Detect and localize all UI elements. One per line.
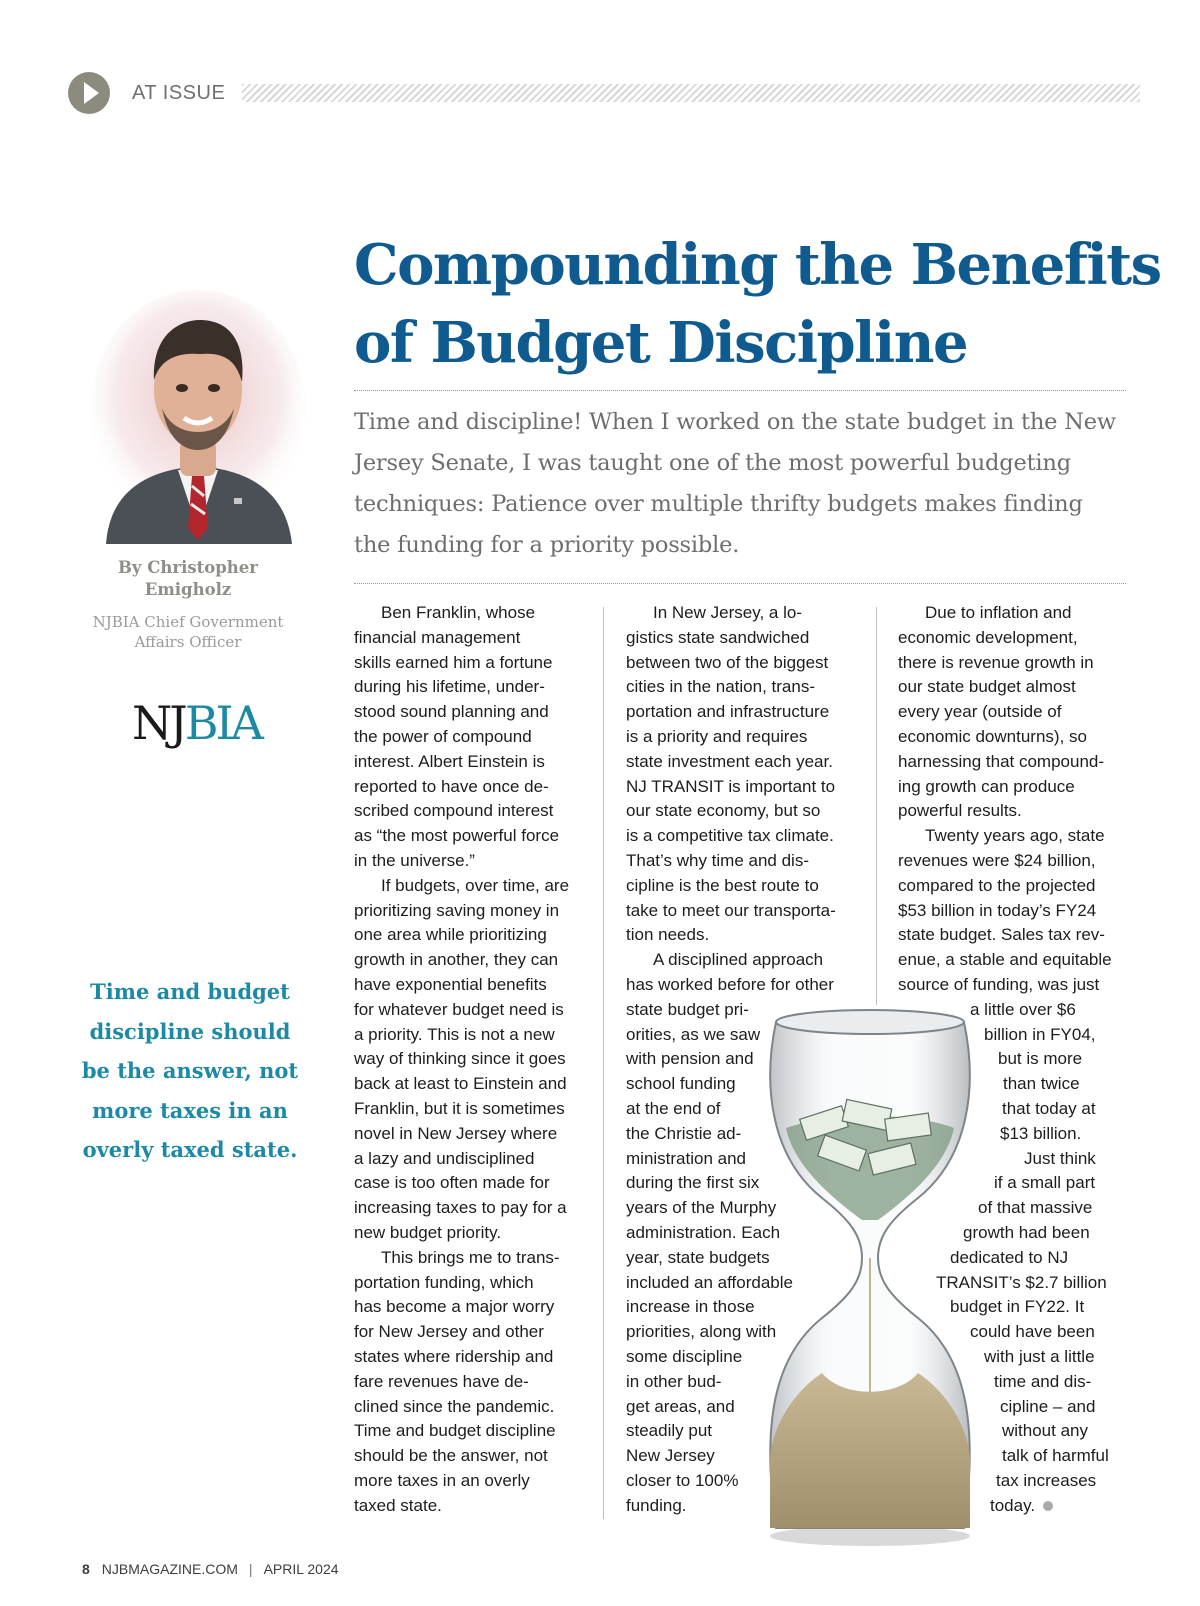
text-line: Twenty years ago, state bbox=[925, 826, 1105, 846]
text-line: closer to 100% bbox=[626, 1470, 739, 1490]
byline-line-2: Emigholz bbox=[144, 580, 232, 599]
text-line: ministration and bbox=[626, 1148, 747, 1168]
play-icon bbox=[68, 72, 110, 114]
column-rule bbox=[603, 607, 604, 1519]
text-line: one area while prioritizing bbox=[354, 925, 547, 945]
hatch-divider bbox=[242, 84, 1140, 102]
text-line: a lazy and undisciplined bbox=[354, 1148, 535, 1168]
text-line: New Jersey bbox=[626, 1446, 715, 1466]
text-line: If budgets, over time, are bbox=[381, 875, 570, 895]
byline-line-1: By Christopher bbox=[117, 558, 258, 577]
text-line: In New Jersey, a lo- bbox=[653, 603, 802, 622]
text-line: included an affordable bbox=[626, 1272, 793, 1292]
text-line: stood sound planning and bbox=[354, 702, 549, 722]
text-line: enue, a stable and equitable bbox=[898, 950, 1112, 970]
article-title bbox=[354, 226, 1161, 382]
text-line: way of thinking since it goes bbox=[354, 1049, 566, 1069]
text-line: taxed state. bbox=[354, 1495, 442, 1515]
pullquote-line: discipline should bbox=[89, 1018, 291, 1044]
text-line: between two of the biggest bbox=[626, 652, 829, 672]
text-line: growth in another, they can bbox=[354, 950, 559, 970]
article-intro: Time and discipline! When I worked on the state budget in the New Jersey Senate, I was taught one of the most powerful budgeting techniques: Patience over multiple thrifty budgets makes finding the funding for a priority possible. bbox=[354, 409, 1116, 558]
text-line: is a priority and requires bbox=[626, 726, 808, 746]
text-line: with pension and bbox=[626, 1049, 754, 1069]
text-line: school funding bbox=[626, 1074, 736, 1094]
text-line: scribed compound interest bbox=[354, 801, 554, 821]
text-line: A disciplined approach bbox=[653, 950, 824, 970]
text-line: powerful results. bbox=[898, 801, 1022, 821]
text-line: clined since the pandemic. bbox=[354, 1396, 555, 1416]
text-line: in other bud- bbox=[626, 1371, 722, 1391]
text-line: economic development, bbox=[898, 627, 1078, 647]
role-line-2: Affairs Officer bbox=[134, 633, 242, 651]
paragraph bbox=[354, 1246, 594, 1519]
text-line: at the end of bbox=[626, 1098, 721, 1118]
text-line: NJ TRANSIT is important to bbox=[626, 776, 836, 796]
text-line: TRANSIT’s $2.7 billion bbox=[936, 1272, 1107, 1292]
author-portrait bbox=[88, 290, 308, 544]
text-line: our state budget almost bbox=[898, 677, 1076, 697]
author-byline bbox=[78, 557, 298, 601]
text-line: $53 billion in today’s FY24 bbox=[898, 900, 1097, 920]
dotted-rule-top bbox=[354, 390, 1126, 391]
text-line: Franklin, but it is sometimes bbox=[354, 1098, 565, 1118]
text-line: with just a little bbox=[984, 1346, 1095, 1366]
article-column-1 bbox=[354, 601, 594, 1518]
pullquote-line: more taxes in an bbox=[92, 1097, 288, 1123]
text-line: economic downturns), so bbox=[898, 726, 1087, 746]
text-line: more taxes in an overly bbox=[354, 1470, 530, 1490]
text-line: orities, as we saw bbox=[626, 1024, 761, 1044]
text-line: the Christie ad- bbox=[626, 1123, 742, 1143]
site-name: NJBMAGAZINE.COM bbox=[101, 1561, 238, 1577]
paragraph bbox=[898, 1147, 1138, 1519]
text-line: budget in FY22. It bbox=[950, 1297, 1085, 1317]
text-line: increase in those bbox=[626, 1297, 755, 1317]
title-line-2: of Budget Discipline bbox=[354, 310, 968, 376]
paragraph bbox=[626, 601, 871, 948]
text-line: source of funding, was just bbox=[898, 974, 1100, 994]
text-line: tax increases bbox=[996, 1470, 1097, 1490]
text-line: for whatever budget need is bbox=[354, 999, 564, 1019]
text-line: than twice bbox=[1003, 1074, 1080, 1094]
text-line: priorities, along with bbox=[626, 1322, 777, 1342]
text-line: funding. bbox=[626, 1495, 687, 1515]
logo-part-nj: NJ bbox=[132, 696, 185, 750]
pullquote-line: overly taxed state. bbox=[82, 1137, 298, 1162]
text-line: take to meet our transporta- bbox=[626, 900, 836, 920]
text-line: in the universe.” bbox=[354, 850, 475, 870]
text-line: administration. Each bbox=[626, 1222, 781, 1242]
paragraph bbox=[354, 601, 594, 874]
text-line: state budget pri- bbox=[626, 999, 749, 1019]
text-line: revenues were $24 billion, bbox=[898, 850, 1096, 870]
end-of-article-icon bbox=[1043, 1501, 1053, 1511]
section-label: AT ISSUE bbox=[132, 82, 226, 104]
paragraph bbox=[354, 874, 594, 1246]
text-line: tion needs. bbox=[626, 925, 710, 945]
article-column-3 bbox=[898, 601, 1138, 1518]
dotted-rule-bottom bbox=[354, 583, 1126, 584]
text-line: for New Jersey and other bbox=[354, 1322, 544, 1342]
text-line: Just think bbox=[1024, 1148, 1096, 1168]
text-line: cipline – and bbox=[1000, 1396, 1096, 1416]
text-line: harnessing that compound- bbox=[898, 751, 1105, 771]
text-line: today. bbox=[990, 1495, 1036, 1515]
text-line: cities in the nation, trans- bbox=[626, 677, 815, 697]
pull-quote bbox=[80, 972, 300, 1170]
text-line: without any bbox=[1002, 1421, 1088, 1441]
text-line: that today at bbox=[1002, 1098, 1096, 1118]
page-footer bbox=[82, 1561, 339, 1577]
text-line: could have been bbox=[970, 1322, 1095, 1342]
text-line: fare revenues have de- bbox=[354, 1371, 529, 1391]
text-line: Ben Franklin, whose bbox=[381, 603, 536, 622]
footer-separator: | bbox=[248, 1561, 253, 1577]
role-line-1: NJBIA Chief Government bbox=[92, 613, 284, 631]
text-line: cipline is the best route to bbox=[626, 875, 819, 895]
text-line: ing growth can produce bbox=[898, 776, 1075, 796]
text-line: year, state budgets bbox=[626, 1247, 770, 1267]
text-line: $13 billion. bbox=[1000, 1123, 1082, 1143]
text-line: states where ridership and bbox=[354, 1346, 554, 1366]
text-line: talk of harmful bbox=[1002, 1446, 1109, 1466]
author-role bbox=[78, 612, 298, 652]
text-line: have exponential benefits bbox=[354, 974, 547, 994]
text-line: gistics state sandwiched bbox=[626, 627, 810, 647]
paragraph bbox=[626, 948, 871, 1518]
text-line: novel in New Jersey where bbox=[354, 1123, 558, 1143]
text-line: a little over $6 bbox=[970, 999, 1076, 1019]
logo-part-bia: BIA bbox=[184, 696, 261, 750]
text-line: but is more bbox=[998, 1049, 1083, 1069]
text-line: back at least to Einstein and bbox=[354, 1074, 567, 1094]
text-line: the power of compound bbox=[354, 726, 532, 746]
text-line: years of the Murphy bbox=[626, 1198, 777, 1218]
text-line: some discipline bbox=[626, 1346, 743, 1366]
text-line: financial management bbox=[354, 627, 521, 647]
text-line: compared to the projected bbox=[898, 875, 1096, 895]
text-line: state budget. Sales tax rev- bbox=[898, 925, 1105, 945]
section-header bbox=[68, 72, 1140, 116]
text-line: Time and budget discipline bbox=[354, 1421, 556, 1441]
text-line: of that massive bbox=[978, 1198, 1093, 1218]
text-line: skills earned him a fortune bbox=[354, 652, 553, 672]
text-line: Due to inflation and bbox=[925, 603, 1072, 622]
text-line: prioritizing saving money in bbox=[354, 900, 560, 920]
text-line: portation and infrastructure bbox=[626, 702, 830, 722]
title-line-1: Compounding the Benefits bbox=[354, 232, 1161, 298]
text-line: should be the answer, not bbox=[354, 1446, 548, 1466]
text-line: case is too often made for bbox=[354, 1173, 550, 1193]
text-line: increasing taxes to pay for a bbox=[354, 1198, 567, 1218]
text-line: state investment each year. bbox=[626, 751, 833, 771]
text-line: during the first six bbox=[626, 1173, 760, 1193]
text-line: This brings me to trans- bbox=[381, 1247, 560, 1267]
njbia-logo bbox=[132, 696, 261, 750]
page-number: 8 bbox=[82, 1561, 90, 1577]
pullquote-line: Time and budget bbox=[90, 979, 290, 1004]
text-line: if a small part bbox=[994, 1173, 1096, 1193]
paragraph bbox=[898, 601, 1138, 824]
text-line: every year (outside of bbox=[898, 702, 1062, 722]
pullquote-line: be the answer, not bbox=[81, 1058, 299, 1083]
text-line: time and dis- bbox=[994, 1371, 1092, 1391]
text-line: has become a major worry bbox=[354, 1297, 555, 1317]
article-column-2 bbox=[626, 601, 871, 1518]
text-line: new budget priority. bbox=[354, 1222, 502, 1242]
text-line: dedicated to NJ bbox=[950, 1247, 1069, 1267]
text-line: as “the most powerful force bbox=[354, 826, 560, 846]
text-line: our state economy, but so bbox=[626, 801, 821, 821]
text-line: there is revenue growth in bbox=[898, 652, 1094, 672]
text-line: growth had been bbox=[963, 1222, 1090, 1242]
text-line: get areas, and bbox=[626, 1396, 735, 1416]
text-line: has worked before for other bbox=[626, 974, 834, 994]
text-line: steadily put bbox=[626, 1421, 712, 1441]
text-line: interest. Albert Einstein is bbox=[354, 751, 545, 771]
text-line: a priority. This is not a new bbox=[354, 1024, 555, 1044]
text-line: portation funding, which bbox=[354, 1272, 534, 1292]
paragraph bbox=[898, 824, 1138, 1146]
column-rule bbox=[876, 607, 877, 1005]
text-line: is a competitive tax climate. bbox=[626, 826, 834, 846]
text-line: That’s why time and dis- bbox=[626, 850, 809, 870]
issue-date: APRIL 2024 bbox=[263, 1561, 339, 1577]
text-line: during his lifetime, under- bbox=[354, 677, 545, 697]
text-line: billion in FY04, bbox=[984, 1024, 1096, 1044]
text-line: reported to have once de- bbox=[354, 776, 549, 796]
